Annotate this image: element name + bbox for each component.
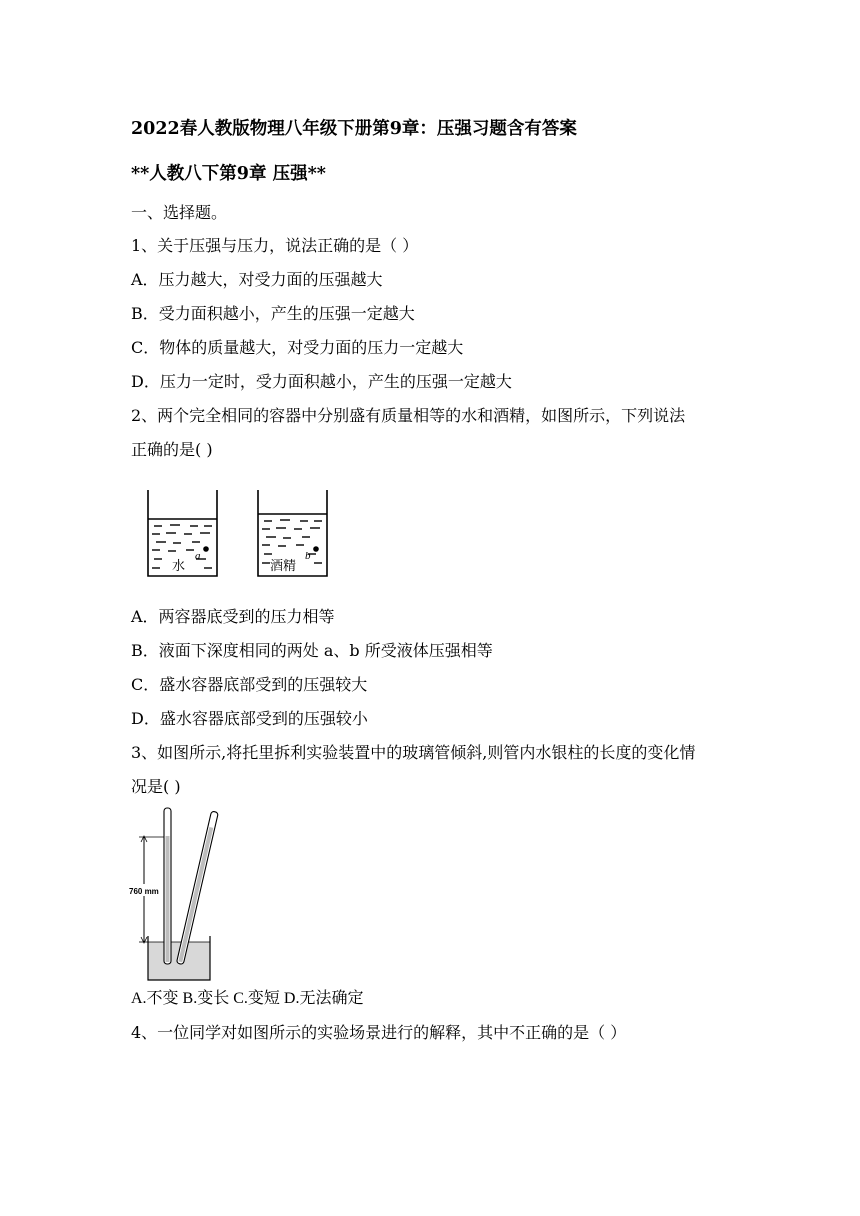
question-3-stem-line2: 况是( ) xyxy=(131,777,181,796)
question-2-option-d: D．盛水容器底部受到的压强较小 xyxy=(131,709,368,728)
question-2-stem-line2: 正确的是( ) xyxy=(131,440,213,459)
question-2-figure-containers xyxy=(140,486,340,586)
question-1-option-c: C．物体的质量越大，对受力面的压力一定越大 xyxy=(131,338,464,357)
question-3-stem-line1: 3、如图所示,将托里拆利实验装置中的玻璃管倾斜,则管内水银柱的长度的变化情 xyxy=(131,743,696,762)
inclined-glass-tube xyxy=(176,811,218,965)
question-2-option-b: B．液面下深度相同的两处 a、b 所受液体压强相等 xyxy=(131,641,493,660)
question-4-stem: 4、一位同学对如图所示的实验场景进行的解释，其中不正确的是（ ） xyxy=(131,1023,627,1042)
question-1-option-d: D．压力一定时，受力面积越小，产生的压强一定越大 xyxy=(131,372,512,391)
question-1-option-b: B．受力面积越小，产生的压强一定越大 xyxy=(131,304,415,323)
section-heading: 一、选择题。 xyxy=(131,203,228,222)
vertical-glass-tube xyxy=(164,808,171,964)
point-a-label: a xyxy=(195,550,201,562)
question-3-options: A.不变 B.变长 C.变短 D.无法确定 xyxy=(131,990,364,1007)
question-2-option-c: C．盛水容器底部受到的压强较大 xyxy=(131,675,368,694)
question-2-stem-line1: 2、两个完全相同的容器中分别盛有质量相等的水和酒精，如图所示，下列说法 xyxy=(131,406,686,425)
point-b-label: b xyxy=(305,550,311,562)
alcohol-label: 酒精 xyxy=(270,559,297,574)
question-1-stem: 1、关于压强与压力，说法正确的是（ ） xyxy=(131,236,419,255)
torricelli-apparatus-figure xyxy=(126,806,226,986)
document-title: 2022春人教版物理八年级下册第9章：压强习题含有答案 xyxy=(131,119,577,139)
question-2-option-a: A．两容器底受到的压力相等 xyxy=(131,607,335,626)
chapter-heading: **人教八下第9章 压强** xyxy=(131,164,326,184)
question-1-option-a: A．压力越大，对受力面的压强越大 xyxy=(131,270,383,289)
height-760mm-label: 760 mm xyxy=(129,887,159,896)
water-label: 水 xyxy=(172,559,186,574)
